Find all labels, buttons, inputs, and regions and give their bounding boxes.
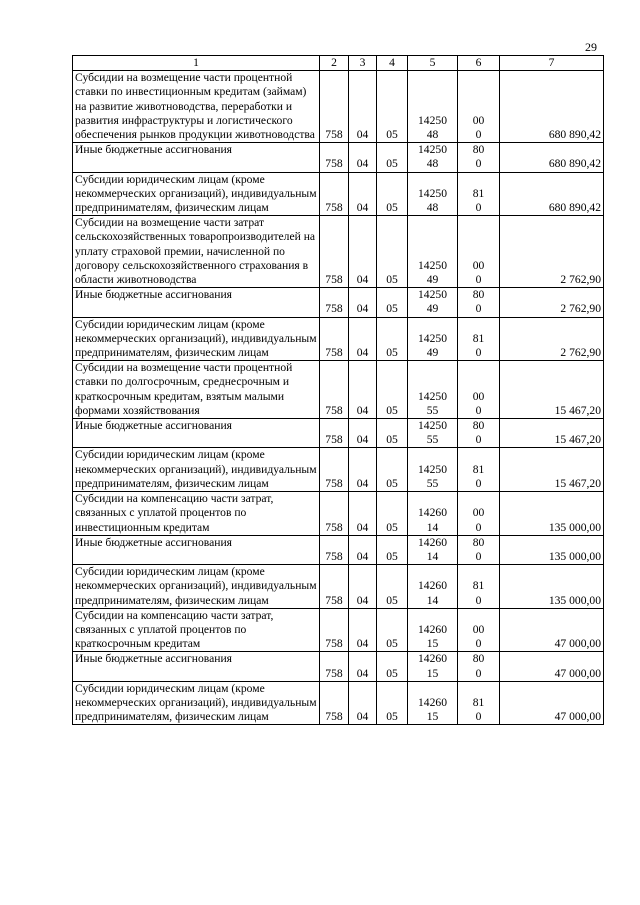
row-expense-type: 800 <box>472 652 485 680</box>
row-expense-type-cell <box>458 361 500 419</box>
row-admin-code: 758 <box>320 216 349 288</box>
row-subsection: 05 <box>377 448 408 492</box>
row-section: 04 <box>349 448 377 492</box>
header-col-3: 3 <box>349 56 377 71</box>
row-subsection: 05 <box>377 565 408 609</box>
header-row <box>73 56 604 71</box>
row-expense-type-cell <box>458 317 500 361</box>
row-name: Субсидии юридическим лицам (кроме некоммерческих организаций), индивидуальным предпринимателям, физическим лицам <box>73 317 320 361</box>
row-section: 04 <box>349 361 377 419</box>
row-amount: 47 000,00 <box>500 681 604 725</box>
row-expense-type: 800 <box>472 143 485 171</box>
row-admin-code: 758 <box>320 681 349 725</box>
row-name: Субсидии на компенсацию части затрат, связанных с уплатой процентов по инвестиционным кредитам <box>73 492 320 536</box>
row-section: 04 <box>349 608 377 652</box>
row-subsection: 05 <box>377 143 408 172</box>
row-admin-code: 758 <box>320 143 349 172</box>
row-target-article-cell <box>408 652 458 681</box>
row-target-article-cell <box>408 361 458 419</box>
row-amount: 680 890,42 <box>500 143 604 172</box>
row-target-article: 1426015 <box>418 622 447 651</box>
header-col-4: 4 <box>377 56 408 71</box>
row-expense-type-cell <box>458 681 500 725</box>
row-amount: 47 000,00 <box>500 652 604 681</box>
row-target-article-cell <box>408 535 458 564</box>
row-amount: 15 467,20 <box>500 419 604 448</box>
row-subsection: 05 <box>377 216 408 288</box>
row-target-article: 1425049 <box>418 258 447 287</box>
row-name: Субсидии юридическим лицам (кроме некоммерческих организаций), индивидуальным предпринимателям, физическим лицам <box>73 565 320 609</box>
row-amount: 135 000,00 <box>500 565 604 609</box>
row-section: 04 <box>349 652 377 681</box>
row-target-article: 1425049 <box>418 288 447 316</box>
header-col-1: 1 <box>73 56 320 71</box>
table-row <box>73 419 604 448</box>
row-amount: 2 762,90 <box>500 216 604 288</box>
table-row <box>73 172 604 216</box>
row-name: Иные бюджетные ассигнования <box>73 288 320 317</box>
row-name: Субсидии на возмещение части процентной ставки по инвестиционным кредитам (займам) на развитие животноводства, переработки и развития инфраструктуры и логистического обеспечения рынков продукции животноводства <box>73 71 320 143</box>
row-subsection: 05 <box>377 681 408 725</box>
row-expense-type-cell <box>458 565 500 609</box>
row-section: 04 <box>349 492 377 536</box>
row-expense-type: 810 <box>472 695 485 724</box>
row-section: 04 <box>349 419 377 448</box>
row-expense-type-cell <box>458 419 500 448</box>
row-admin-code: 758 <box>320 608 349 652</box>
row-target-article: 1425055 <box>418 462 447 490</box>
header-col-5: 5 <box>408 56 458 71</box>
row-target-article-cell <box>408 143 458 172</box>
row-amount: 2 762,90 <box>500 317 604 361</box>
row-target-article-cell <box>408 216 458 288</box>
row-expense-type: 800 <box>472 419 485 447</box>
row-expense-type: 810 <box>472 186 485 215</box>
row-expense-type: 810 <box>472 331 485 360</box>
row-amount: 680 890,42 <box>500 172 604 216</box>
row-target-article-cell <box>408 492 458 536</box>
row-target-article: 1425048 <box>418 186 447 215</box>
row-name: Иные бюджетные ассигнования <box>73 419 320 448</box>
row-target-article: 1426014 <box>418 579 447 607</box>
row-section: 04 <box>349 143 377 172</box>
row-expense-type-cell <box>458 143 500 172</box>
row-expense-type: 000 <box>472 113 485 142</box>
row-section: 04 <box>349 216 377 288</box>
row-target-article: 1426015 <box>418 695 447 724</box>
row-name: Иные бюджетные ассигнования <box>73 143 320 172</box>
row-expense-type: 800 <box>472 535 485 563</box>
row-section: 04 <box>349 172 377 216</box>
budget-table <box>72 55 604 725</box>
row-target-article-cell <box>408 448 458 492</box>
row-expense-type: 000 <box>472 258 485 287</box>
table-row <box>73 608 604 652</box>
row-subsection: 05 <box>377 419 408 448</box>
table-row <box>73 448 604 492</box>
row-expense-type: 800 <box>472 288 485 316</box>
header-col-7: 7 <box>500 56 604 71</box>
row-section: 04 <box>349 535 377 564</box>
row-expense-type-cell <box>458 652 500 681</box>
table-row <box>73 317 604 361</box>
row-target-article: 1425055 <box>418 419 447 447</box>
row-subsection: 05 <box>377 288 408 317</box>
row-subsection: 05 <box>377 317 408 361</box>
row-admin-code: 758 <box>320 361 349 419</box>
row-subsection: 05 <box>377 71 408 143</box>
row-admin-code: 758 <box>320 172 349 216</box>
row-amount: 15 467,20 <box>500 361 604 419</box>
row-subsection: 05 <box>377 535 408 564</box>
row-expense-type-cell <box>458 608 500 652</box>
row-amount: 135 000,00 <box>500 535 604 564</box>
row-section: 04 <box>349 565 377 609</box>
row-target-article-cell <box>408 71 458 143</box>
row-name: Субсидии юридическим лицам (кроме некоммерческих организаций), индивидуальным предпринимателям, физическим лицам <box>73 172 320 216</box>
row-admin-code: 758 <box>320 565 349 609</box>
row-section: 04 <box>349 681 377 725</box>
row-subsection: 05 <box>377 608 408 652</box>
row-amount: 15 467,20 <box>500 448 604 492</box>
row-admin-code: 758 <box>320 419 349 448</box>
row-amount: 47 000,00 <box>500 608 604 652</box>
table-row <box>73 681 604 725</box>
row-name: Иные бюджетные ассигнования <box>73 652 320 681</box>
row-expense-type: 000 <box>472 389 485 417</box>
row-admin-code: 758 <box>320 448 349 492</box>
row-expense-type-cell <box>458 216 500 288</box>
row-expense-type-cell <box>458 172 500 216</box>
header-col-2: 2 <box>320 56 349 71</box>
row-name: Субсидии юридическим лицам (кроме некоммерческих организаций), индивидуальным предпринимателям, физическим лицам <box>73 681 320 725</box>
row-amount: 135 000,00 <box>500 492 604 536</box>
row-expense-type-cell <box>458 535 500 564</box>
row-target-article-cell <box>408 681 458 725</box>
row-target-article: 1426014 <box>418 506 447 534</box>
table-row <box>73 71 604 143</box>
row-admin-code: 758 <box>320 652 349 681</box>
row-expense-type-cell <box>458 288 500 317</box>
row-target-article: 1426015 <box>418 652 447 680</box>
row-section: 04 <box>349 317 377 361</box>
row-admin-code: 758 <box>320 317 349 361</box>
row-admin-code: 758 <box>320 492 349 536</box>
row-target-article: 1425048 <box>418 143 447 171</box>
row-admin-code: 758 <box>320 535 349 564</box>
row-target-article: 1425048 <box>418 113 447 142</box>
row-name: Субсидии на возмещение части процентной ставки по долгосрочным, среднесрочным и краткосрочным кредитам, взятым малыми формами хозяйствования <box>73 361 320 419</box>
row-expense-type: 810 <box>472 579 485 607</box>
row-target-article: 1426014 <box>418 535 447 563</box>
table-row <box>73 492 604 536</box>
row-target-article-cell <box>408 608 458 652</box>
row-expense-type-cell <box>458 448 500 492</box>
table-row <box>73 535 604 564</box>
row-name: Иные бюджетные ассигнования <box>73 535 320 564</box>
row-target-article-cell <box>408 565 458 609</box>
table-row <box>73 216 604 288</box>
row-name: Субсидии на возмещение части затрат сельскохозяйственных товаропроизводителей на уплату страховой премии, начисленной по договору сельскохозяйственного страхования в области животноводства <box>73 216 320 288</box>
row-expense-type-cell <box>458 71 500 143</box>
row-subsection: 05 <box>377 172 408 216</box>
row-subsection: 05 <box>377 652 408 681</box>
row-target-article: 1425049 <box>418 331 447 360</box>
row-target-article-cell <box>408 172 458 216</box>
row-target-article-cell <box>408 288 458 317</box>
row-expense-type: 000 <box>472 506 485 534</box>
table-row <box>73 288 604 317</box>
row-section: 04 <box>349 71 377 143</box>
table-row <box>73 652 604 681</box>
table-body <box>73 71 604 725</box>
row-amount: 2 762,90 <box>500 288 604 317</box>
row-expense-type: 810 <box>472 462 485 490</box>
row-expense-type-cell <box>458 492 500 536</box>
header-col-6: 6 <box>458 56 500 71</box>
row-admin-code: 758 <box>320 288 349 317</box>
row-amount: 680 890,42 <box>500 71 604 143</box>
row-name: Субсидии на компенсацию части затрат, связанных с уплатой процентов по краткосрочным кредитам <box>73 608 320 652</box>
row-expense-type: 000 <box>472 622 485 651</box>
table-row <box>73 143 604 172</box>
page-number: 29 <box>585 40 597 54</box>
row-subsection: 05 <box>377 492 408 536</box>
row-subsection: 05 <box>377 361 408 419</box>
row-admin-code: 758 <box>320 71 349 143</box>
row-name: Субсидии юридическим лицам (кроме некоммерческих организаций), индивидуальным предпринимателям, физическим лицам <box>73 448 320 492</box>
row-target-article-cell <box>408 419 458 448</box>
table-row <box>73 565 604 609</box>
table-row <box>73 361 604 419</box>
row-target-article: 1425055 <box>418 389 447 417</box>
row-target-article-cell <box>408 317 458 361</box>
row-section: 04 <box>349 288 377 317</box>
